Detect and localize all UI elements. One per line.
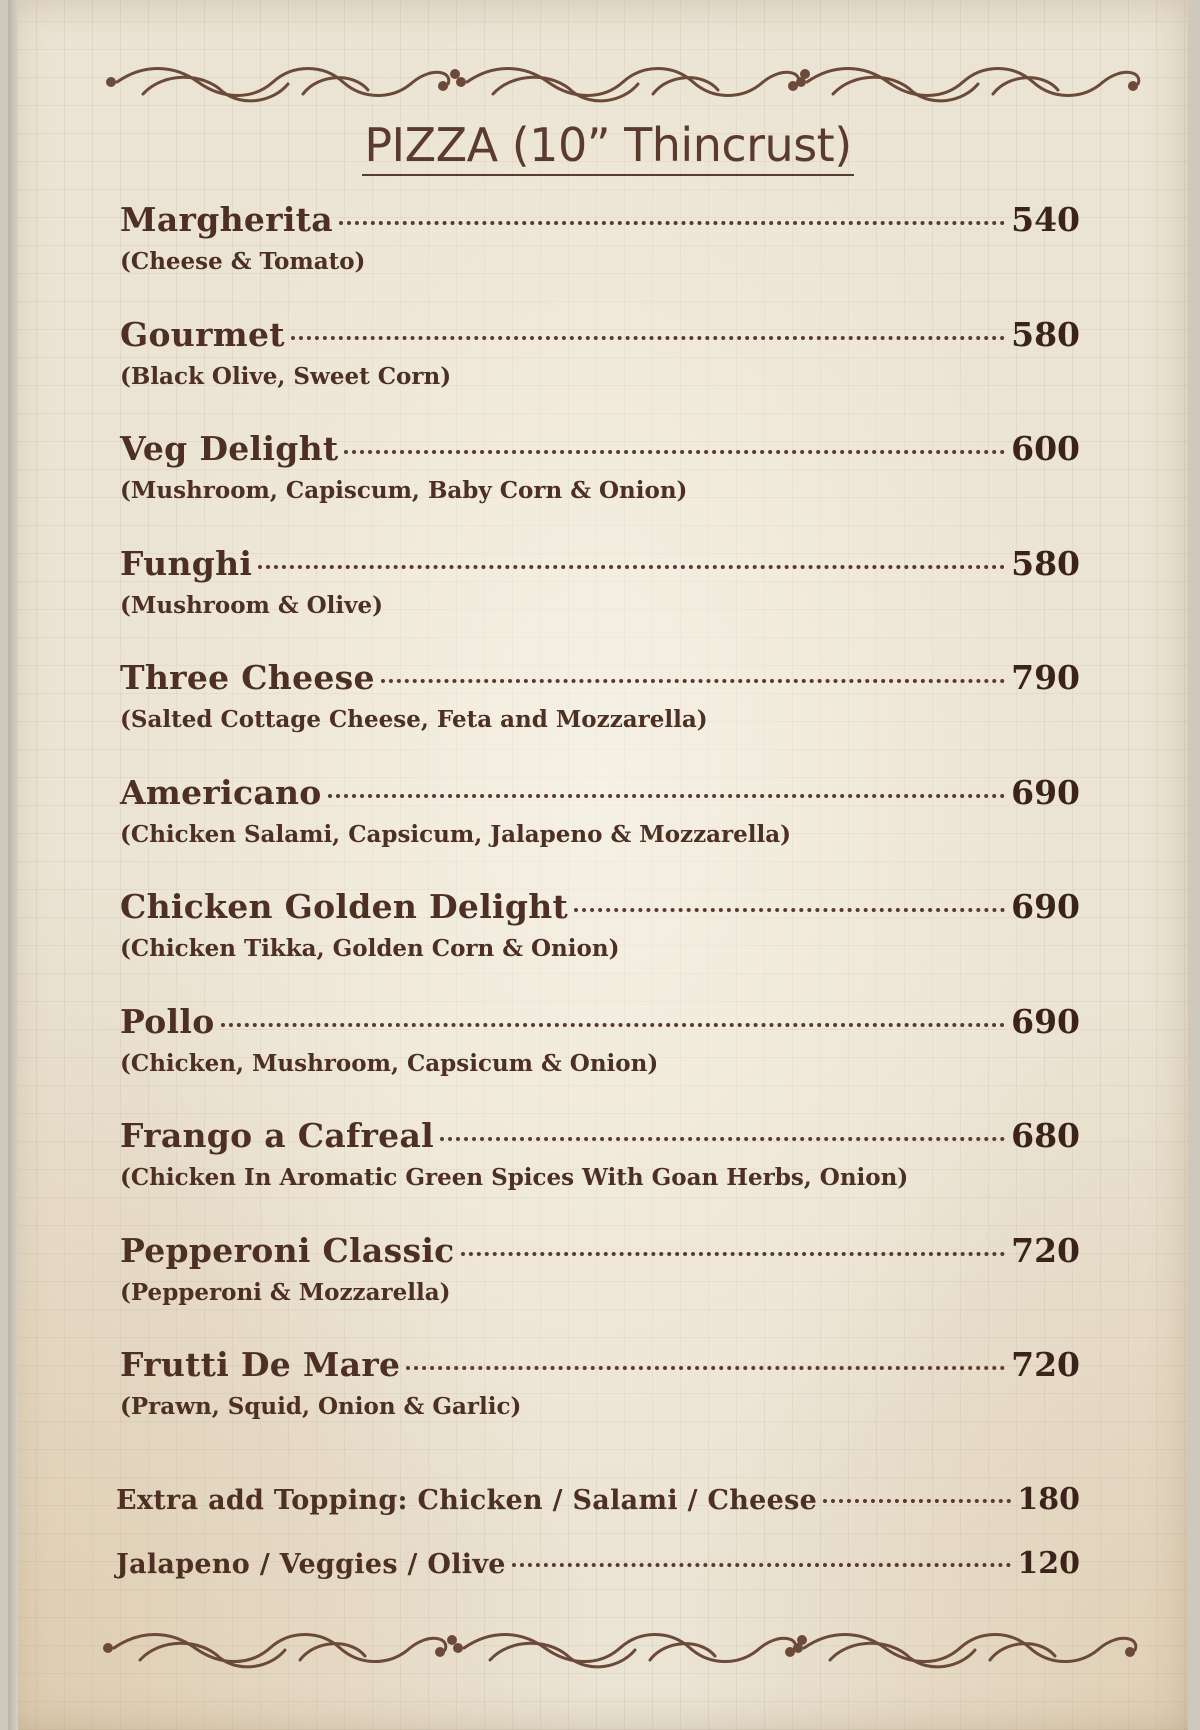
item-name: Pepperoni Classic xyxy=(120,1230,455,1270)
item-name: Frutti De Mare xyxy=(120,1345,401,1384)
item-name: Chicken Golden Delight xyxy=(120,887,569,926)
menu-item xyxy=(120,200,1080,315)
extra-price: 180 xyxy=(1017,1482,1080,1517)
item-description: (Chicken In Aromatic Green Spices With Goan Herbs, Onion) xyxy=(120,1164,909,1191)
item-price: 690 xyxy=(1011,887,1080,926)
dot-leader xyxy=(381,679,1005,683)
dot-leader xyxy=(344,450,1005,454)
extra-label: Jalapeno / Veggies / Olive xyxy=(116,1549,506,1580)
item-price: 720 xyxy=(1011,1230,1080,1270)
item-description: (Chicken, Mushroom, Capsicum & Onion) xyxy=(120,1049,659,1077)
item-price: 580 xyxy=(1011,543,1080,583)
item-name: Veg Delight xyxy=(120,429,339,468)
top-ornament xyxy=(103,52,1153,122)
extra-price: 120 xyxy=(1017,1546,1080,1581)
extra-topping-row xyxy=(116,1546,1080,1610)
dot-leader xyxy=(406,1366,1005,1370)
item-description: (Black Olive, Sweet Corn) xyxy=(120,362,452,390)
item-price: 690 xyxy=(1011,1001,1080,1041)
item-name: Funghi xyxy=(120,543,253,583)
item-price: 720 xyxy=(1011,1345,1080,1384)
item-price: 790 xyxy=(1011,658,1080,697)
menu-item xyxy=(120,658,1080,773)
item-description: (Chicken Tikka, Golden Corn & Onion) xyxy=(120,935,620,962)
menu-item xyxy=(120,1002,1080,1117)
dot-leader xyxy=(339,221,1005,225)
extra-topping-row xyxy=(116,1482,1080,1546)
menu-item xyxy=(120,887,1080,1002)
dot-leader xyxy=(512,1563,1012,1567)
dot-leader xyxy=(823,1499,1011,1503)
item-price: 580 xyxy=(1011,314,1080,354)
title-text: PIZZA (10” Thincrust) xyxy=(362,118,853,176)
item-name: Margherita xyxy=(120,200,333,239)
item-description: (Prawn, Squid, Onion & Garlic) xyxy=(120,1393,522,1420)
dot-leader xyxy=(574,908,1005,912)
item-description: (Chicken Salami, Capsicum, Jalapeno & Mozzarella) xyxy=(120,820,792,848)
item-price: 600 xyxy=(1011,429,1080,468)
item-description: (Mushroom & Olive) xyxy=(120,591,384,619)
item-description: (Salted Cottage Cheese, Feta and Mozzarella) xyxy=(120,706,708,733)
menu-item xyxy=(120,1345,1080,1460)
extra-label: Extra add Topping: Chicken / Salami / Cheese xyxy=(116,1485,818,1516)
menu-item xyxy=(120,1116,1080,1231)
dot-leader xyxy=(328,794,1005,798)
menu-item xyxy=(120,1231,1080,1346)
menu-item xyxy=(120,315,1080,430)
menu-section-title xyxy=(8,118,1200,172)
menu-item xyxy=(120,544,1080,659)
dot-leader xyxy=(258,565,1005,569)
page-edge xyxy=(8,0,18,1730)
menu-item xyxy=(120,773,1080,888)
menu-item xyxy=(120,429,1080,544)
item-name: Pollo xyxy=(120,1001,215,1041)
item-name: Americano xyxy=(120,772,322,812)
dot-leader xyxy=(221,1023,1006,1027)
item-price: 690 xyxy=(1011,772,1080,812)
bottom-ornament xyxy=(100,1618,1150,1688)
item-name: Frango a Cafreal xyxy=(120,1116,434,1155)
item-description: (Pepperoni & Mozzarella) xyxy=(120,1278,451,1306)
item-name: Three Cheese xyxy=(120,658,375,697)
dot-leader xyxy=(291,336,1005,340)
item-price: 680 xyxy=(1011,1116,1080,1155)
item-name: Gourmet xyxy=(120,314,285,354)
menu-item-list xyxy=(120,200,1080,1460)
extra-toppings xyxy=(116,1482,1080,1610)
item-description: (Cheese & Tomato) xyxy=(120,248,366,275)
dot-leader xyxy=(461,1252,1006,1256)
dot-leader xyxy=(440,1137,1005,1141)
item-price: 540 xyxy=(1011,200,1080,239)
item-description: (Mushroom, Capiscum, Baby Corn & Onion) xyxy=(120,477,688,504)
